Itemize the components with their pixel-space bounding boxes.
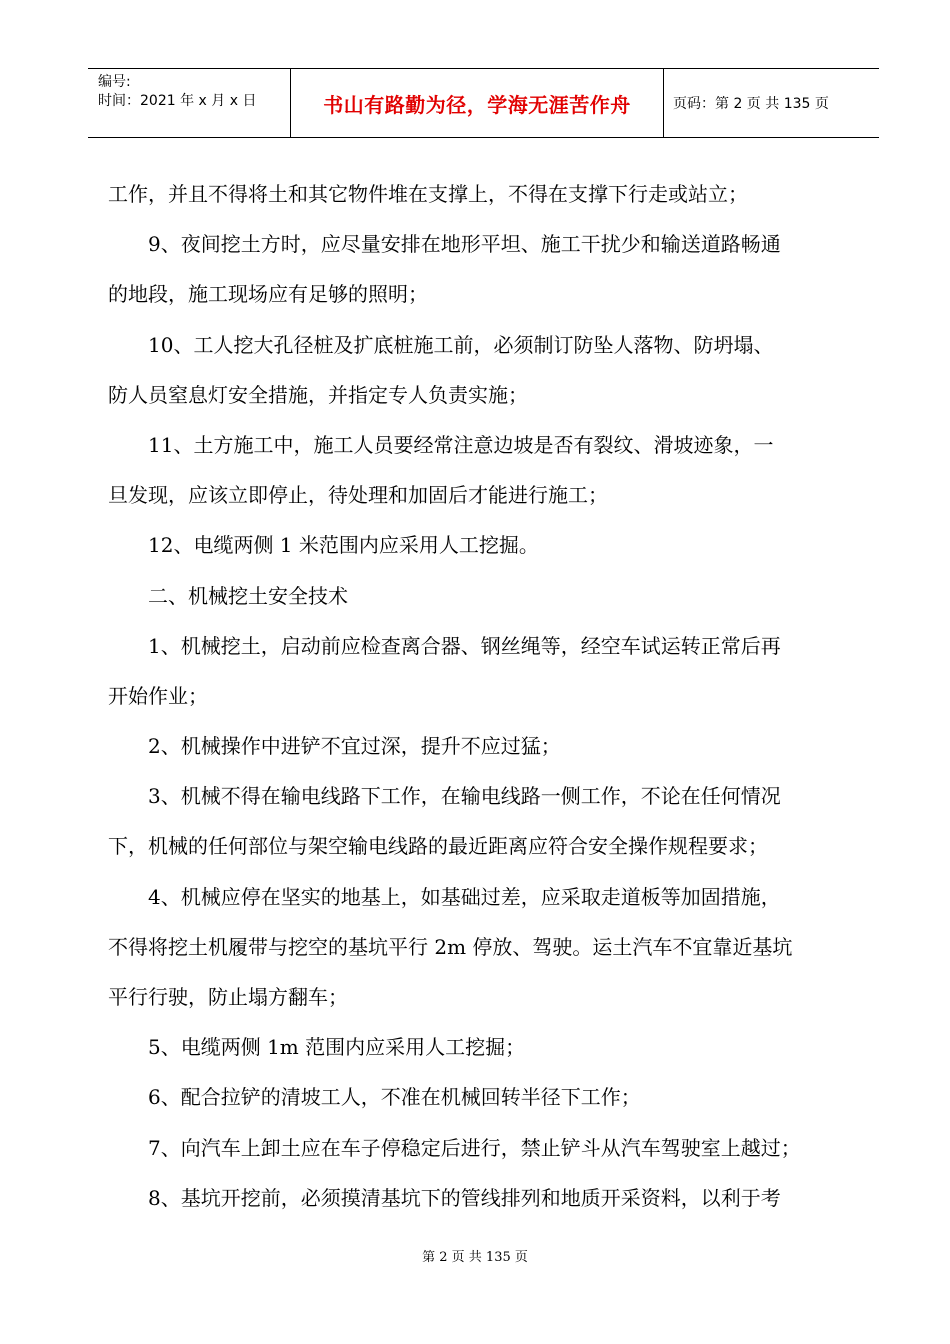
body-line: 平行行驶，防止塌方翻车； — [108, 985, 348, 1009]
page-header — [88, 68, 879, 138]
body-line: 旦发现，应该立即停止，待处理和加固后才能进行施工； — [108, 483, 608, 508]
body-line: 防人员窒息灯安全措施，并指定专人负责实施； — [108, 382, 528, 407]
body-line: 1、机械挖土，启动前应检查离合器、钢丝绳等，经空车试运转正常后再 — [108, 633, 781, 658]
body-line: 不得将挖土机履带与挖空的基坑平行 2m 停放、驾驶。运土汽车不宜靠近基坑 — [108, 934, 793, 959]
page-footer: 第 2 页 共 135 页 — [422, 1250, 528, 1265]
document-number-label: 编号: — [98, 74, 131, 90]
body-line: 5、电缆两侧 1m 范围内应采用人工挖掘； — [108, 1035, 526, 1060]
body-line: 下，机械的任何部位与架空输电线路的最近距离应符合安全操作规程要求； — [108, 834, 768, 859]
body-line: 11、土方施工中，施工人员要经常注意边坡是否有裂纹、滑坡迹象，一 — [108, 432, 774, 457]
document-time-label: 时间：2021 年 x 月 x 日 — [98, 93, 257, 109]
body-line: 9、夜间挖土方时，应尽量安排在地形平坦、施工干扰少和输送道路畅通 — [108, 232, 781, 257]
body-line: 开始作业； — [108, 683, 208, 708]
body-line: 12、电缆两侧 1 米范围内应采用人工挖掘。 — [108, 533, 539, 558]
body-line: 8、基坑开挖前，必须摸清基坑下的管线排列和地质开采资料，以利于考 — [108, 1185, 781, 1210]
body-line: 工作，并且不得将土和其它物件堆在支撑上，不得在支撑下行走或站立； — [108, 182, 748, 206]
body-line: 10、工人挖大孔径桩及扩底桩施工前，必须制订防坠人落物、防坍塌、 — [108, 332, 774, 357]
body-line: 的地段，施工现场应有足够的照明； — [108, 282, 428, 307]
header-meta — [88, 69, 290, 137]
header-page-info: 页码：第 2 页 共 135 页 — [673, 96, 829, 112]
section-heading: 二、机械挖土安全技术 — [108, 583, 348, 608]
body-line: 2、机械操作中进铲不宜过深，提升不应过猛； — [108, 734, 561, 759]
header-motto: 书山有路勤为径，学海无涯苦作舟 — [290, 69, 664, 137]
body-line: 3、机械不得在输电线路下工作，在输电线路一侧工作，不论在任何情况 — [108, 784, 781, 809]
body-line: 6、配合拉铲的清坡工人，不准在机械回转半径下工作； — [108, 1085, 641, 1110]
body-line: 7、向汽车上卸土应在车子停稳定后进行，禁止铲斗从汽车驾驶室上越过； — [108, 1135, 801, 1160]
body-line: 4、机械应停在坚实的地基上，如基础过差，应采取走道板等加固措施， — [108, 884, 781, 909]
document-body — [108, 169, 868, 1223]
